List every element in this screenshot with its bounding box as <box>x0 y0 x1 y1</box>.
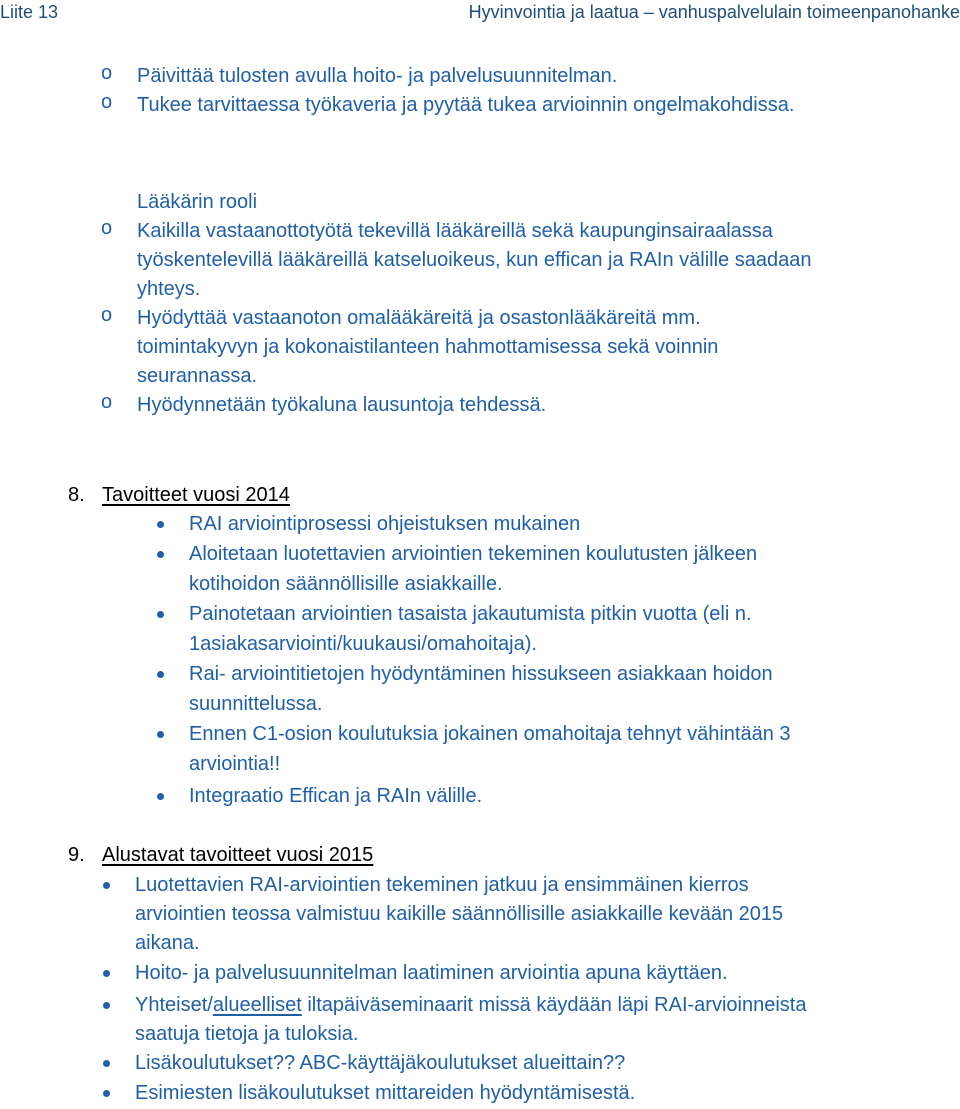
bullet-dot-icon <box>157 671 164 678</box>
list-item-line: Lisäkoulutukset?? ABC-käyttäjäkoulutukset alueittain?? <box>135 1052 626 1074</box>
section-8-title: Tavoitteet vuosi 2014 <box>102 484 290 506</box>
list-item-line: Integraatio Effican ja RAIn välille. <box>189 785 483 807</box>
list-item-line: Painotetaan arviointien tasaista jakautumista pitkin vuotta (eli n. <box>189 603 752 625</box>
list-item: Päivittää tulosten avulla hoito- ja palvelusuunnitelman. <box>137 65 618 87</box>
list-item-line: Esimiesten lisäkoulutukset mittareiden hyödyntämisestä. <box>135 1082 636 1104</box>
list-item-line <box>135 991 806 1020</box>
list-item: Tukee tarvittaessa työkaveria ja pyytää tukea arvioinnin ongelmakohdissa. <box>137 94 795 116</box>
list-item-line: 1asiakasarviointi/kuukausi/omahoitaja). <box>189 633 537 655</box>
bullet-dot-icon <box>157 551 164 558</box>
list-item-text-pre: Yhteiset/ <box>135 994 213 1016</box>
header-left: Liite 13 <box>0 2 59 22</box>
list-item-line: Rai- arviointitietojen hyödyntäminen hissukseen asiakkaan hoidon <box>189 663 773 685</box>
circle-bullet-icon: o <box>101 217 113 239</box>
list-item-line: Hyödynnetään työkaluna lausuntoja tehdessä. <box>137 394 547 416</box>
list-item-line: kotihoidon säännöllisille asiakkaille. <box>189 573 503 595</box>
bullet-dot-icon <box>103 1060 110 1067</box>
list-item-line: Luotettavien RAI-arviointien tekeminen jatkuu ja ensimmäinen kierros <box>135 874 749 896</box>
list-item-line: Ennen C1-osion koulutuksia jokainen omahoitaja tehnyt vähintään 3 <box>189 723 791 745</box>
list-item-line: yhteys. <box>137 278 201 300</box>
list-item-line: Hyödyttää vastaanoton omalääkäreitä ja osastonlääkäreitä mm. <box>137 307 701 329</box>
list-item-line: arviointien teossa valmistuu kaikille säännöllisille asiakkaille kevään 2015 <box>135 903 784 925</box>
section-9-number: 9. <box>68 844 85 866</box>
underlined-word: alueelliset <box>212 994 302 1016</box>
bullet-dot-icon <box>103 882 110 889</box>
circle-bullet-icon: o <box>101 391 113 413</box>
list-item-line: Kaikilla vastaanottotyötä tekevillä lääkäreillä sekä kaupunginsairaalassa <box>137 220 773 242</box>
bullet-dot-icon <box>157 793 164 800</box>
list-item-line: suunnittelussa. <box>189 693 323 715</box>
bullet-dot-icon <box>103 970 110 977</box>
list-item-text-post: iltapäiväseminaarit missä käydään läpi RAI-arvioinneista <box>301 994 807 1016</box>
bullet-dot-icon <box>103 1090 110 1097</box>
bullet-dot-icon <box>157 731 164 738</box>
section-9-title: Alustavat tavoitteet vuosi 2015 <box>102 844 374 866</box>
bullet-dot-icon <box>157 521 164 528</box>
list-item-line: Hoito- ja palvelusuunnitelman laatiminen arviointia apuna käyttäen. <box>135 962 728 984</box>
circle-bullet-icon: o <box>101 304 113 326</box>
section-8-number: 8. <box>68 484 85 506</box>
list-item-line: RAI arviointiprosessi ohjeistuksen mukainen <box>189 513 581 535</box>
list-item-line: Aloitetaan luotettavien arviointien tekeminen koulutusten jälkeen <box>189 543 758 565</box>
circle-bullet-icon: o <box>101 91 113 113</box>
bullet-dot-icon <box>103 1002 110 1009</box>
list-item-line: seurannassa. <box>137 365 258 387</box>
header-right: Hyvinvointia ja laatua – vanhuspalvelulain toimeenpanohanke <box>468 2 960 22</box>
list-item-line: aikana. <box>135 932 200 954</box>
list-item-line: arviointia!! <box>189 753 281 775</box>
list-item-line: toimintakyvyn ja kokonaistilanteen hahmottamisessa sekä voinnin <box>137 336 719 358</box>
list-item-line: työskentelevillä lääkäreillä katseluoikeus, kun effican ja RAIn välille saadaan <box>137 249 812 271</box>
circle-bullet-icon: o <box>101 62 113 84</box>
doctor-role-heading: Lääkärin rooli <box>137 191 258 213</box>
bullet-dot-icon <box>157 611 164 618</box>
list-item-line: saatuja tietoja ja tuloksia. <box>135 1023 359 1045</box>
